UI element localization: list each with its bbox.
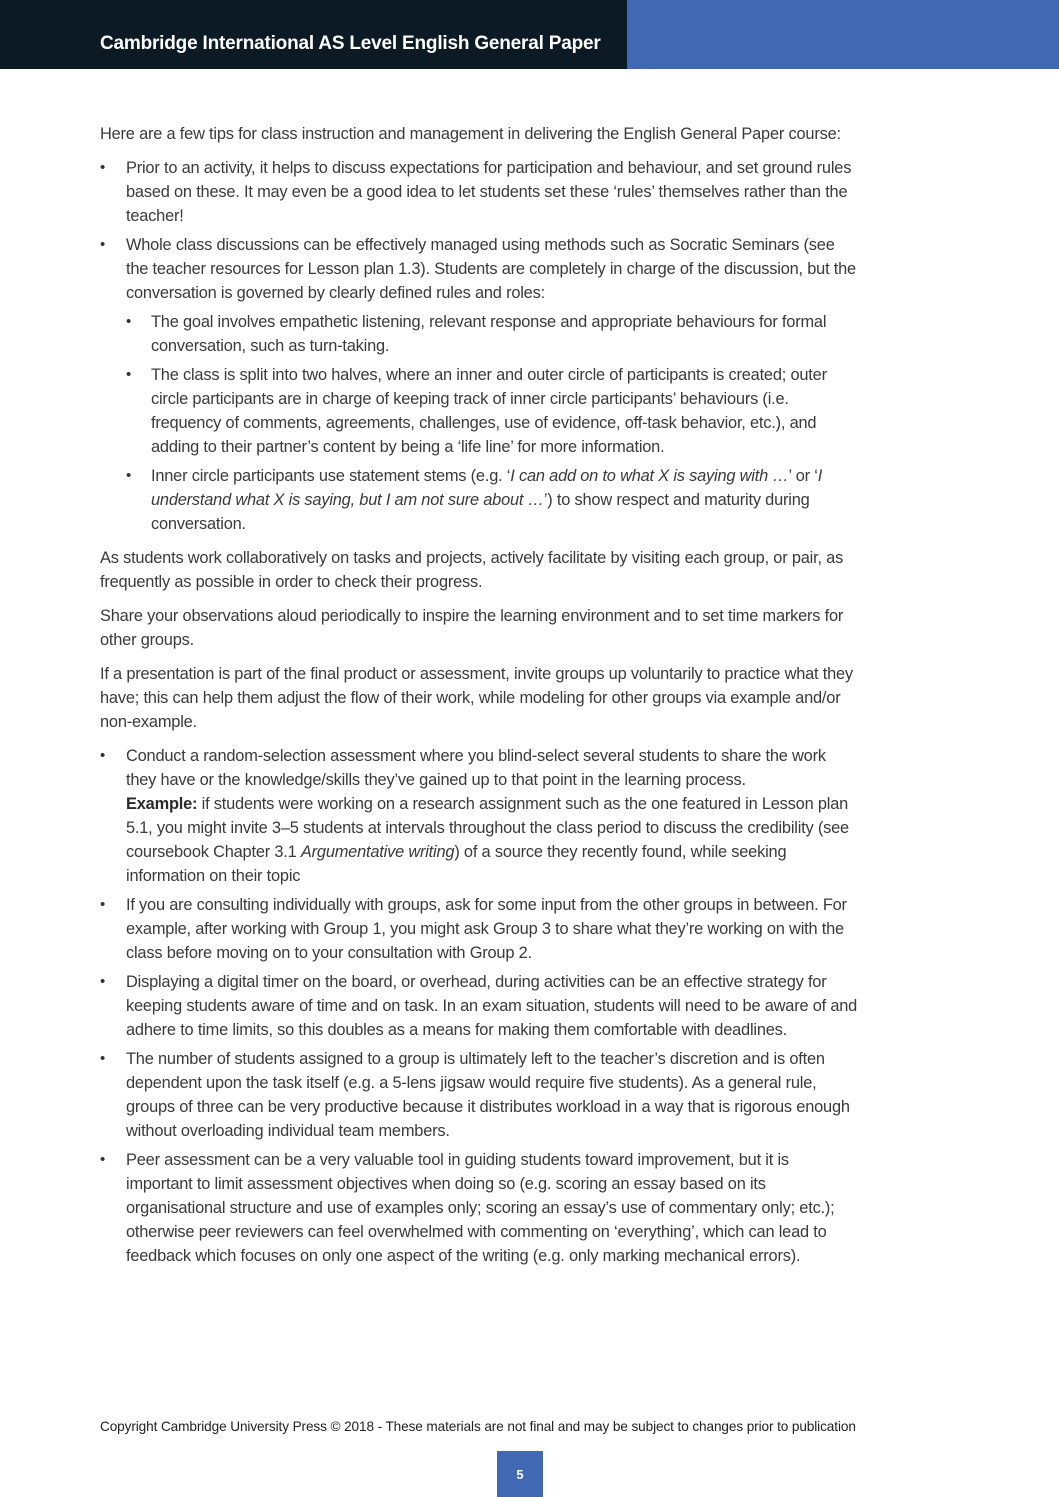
bullet-icon: • xyxy=(126,313,132,330)
list-item xyxy=(100,744,858,888)
bullet-icon: • xyxy=(100,747,106,764)
sub-list-item-text: The class is split into two halves, where an inner and outer circle of participants is created; outer circle participants are in charge of keeping track of inner circle participants’ behaviours (i.e. frequency of comments, agreements, challenges, use of evidence, off-task behavior, etc.), and adding to their partner’s content by being a ‘life line’ for more information. xyxy=(151,366,827,456)
list-item-text: Displaying a digital timer on the board, or overhead, during activities can be an effective strategy for keeping students aware of time and on task. In an exam situation, students will need to be aware of and adhere to time limits, so this doubles as a means for making them comfortable with deadlines. xyxy=(126,973,858,1039)
bullet-icon: • xyxy=(100,1050,106,1067)
chapter-title: Argumentative writing xyxy=(300,843,455,861)
list-item-text: The number of students assigned to a group is ultimately left to the teacher’s discretion and is often dependent upon the task itself (e.g. a 5-lens jigsaw would require five students). As a general rule, groups of three can be very productive because it distributes workload in a way that is rigorous enough without overloading individual team members. xyxy=(126,1050,850,1140)
paragraph: As students work collaboratively on tasks and projects, actively facilitate by visiting each group, or pair, as frequently as possible in order to check their progress. xyxy=(100,549,844,591)
header-accent-block xyxy=(627,0,1059,69)
sub-list-item xyxy=(126,464,858,536)
list-item xyxy=(100,156,858,228)
list-item xyxy=(100,1148,858,1268)
list-item-text: Conduct a random-selection assessment where you blind-select several students to share the work they have or the knowledge/skills they’ve gained up to that point in the learning process. Example: if students were working on a research assignment such as the one featured in Lesson plan 5.1, you might invite 3–5 students at intervals throughout the class period to discuss the credibility (see coursebook Chapter 3.1 Argumentative writing) of a source they recently found, while seeking information on their topic xyxy=(126,747,849,885)
bullet-icon: • xyxy=(126,366,132,383)
sub-list-item xyxy=(126,363,858,459)
sub-list-item-text: Inner circle participants use statement stems (e.g. ‘I can add on to what X is saying with …’ or ‘I understand what X is saying, but I am not sure about …’) to show respect and maturity during conversation. xyxy=(151,467,823,533)
bullet-icon: • xyxy=(126,467,132,484)
page-number: 5 xyxy=(497,1451,543,1497)
tips-list-1 xyxy=(100,156,858,536)
list-item xyxy=(100,1047,858,1143)
bullet-icon: • xyxy=(100,896,106,913)
list-item-text: Peer assessment can be a very valuable tool in guiding students toward improvement, but it is important to limit assessment objectives when doing so (e.g. scoring an essay based on its organisational structure and use of examples only; scoring an essay’s use of commentary only; etc.); otherwise peer reviewers can feel overwhelmed with commenting on ‘everything’, which can lead to feedback which focuses on only one aspect of the writing (e.g. only marking mechanical errors). xyxy=(126,1151,835,1265)
sub-list-item-text: The goal involves empathetic listening, relevant response and appropriate behaviours for formal conversation, such as turn-taking. xyxy=(151,313,827,355)
main-content xyxy=(100,122,858,1278)
list-item-text: If you are consulting individually with groups, ask for some input from the other groups in between. For example, after working with Group 1, you might ask Group 3 to share what they’re working on with the class before moving on to your consultation with Group 2. xyxy=(126,896,847,962)
bullet-icon: • xyxy=(100,236,106,253)
list-item xyxy=(100,893,858,965)
example-stem-2: I understand what X is saying, but I am not sure about … xyxy=(151,467,823,509)
list-item xyxy=(100,970,858,1042)
list-item xyxy=(100,233,858,536)
list-item-text: Prior to an activity, it helps to discuss expectations for participation and behaviour, and set ground rules based on these. It may even be a good idea to let students set these ‘rules’ themselves rather than the teacher! xyxy=(126,159,852,225)
header-title: Cambridge International AS Level English General Paper xyxy=(100,33,601,54)
sub-list xyxy=(126,310,858,536)
paragraph: If a presentation is part of the final product or assessment, invite groups up voluntarily to practice what they have; this can help them adjust the flow of their work, while modeling for other groups via example and/or non-example. xyxy=(100,665,853,731)
bullet-icon: • xyxy=(100,1151,106,1168)
tips-list-2 xyxy=(100,744,858,1268)
paragraph: Share your observations aloud periodically to inspire the learning environment and to set time markers for other groups. xyxy=(100,607,844,649)
bullet-icon: • xyxy=(100,159,106,176)
copyright-footer: Copyright Cambridge University Press © 2018 - These materials are not final and may be subject to changes prior to publication xyxy=(100,1419,856,1434)
example-stem-1: I can add on to what X is saying with … xyxy=(510,467,789,485)
sub-list-item xyxy=(126,310,858,358)
list-item-text: Whole class discussions can be effectively managed using methods such as Socratic Seminars (see the teacher resources for Lesson plan 1.3). Students are completely in charge of the discussion, but the conversation is governed by clearly defined rules and roles: xyxy=(126,236,856,302)
bullet-icon: • xyxy=(100,973,106,990)
intro-paragraph: Here are a few tips for class instruction and management in delivering the English General Paper course: xyxy=(100,125,841,143)
example-label: Example: xyxy=(126,795,198,813)
